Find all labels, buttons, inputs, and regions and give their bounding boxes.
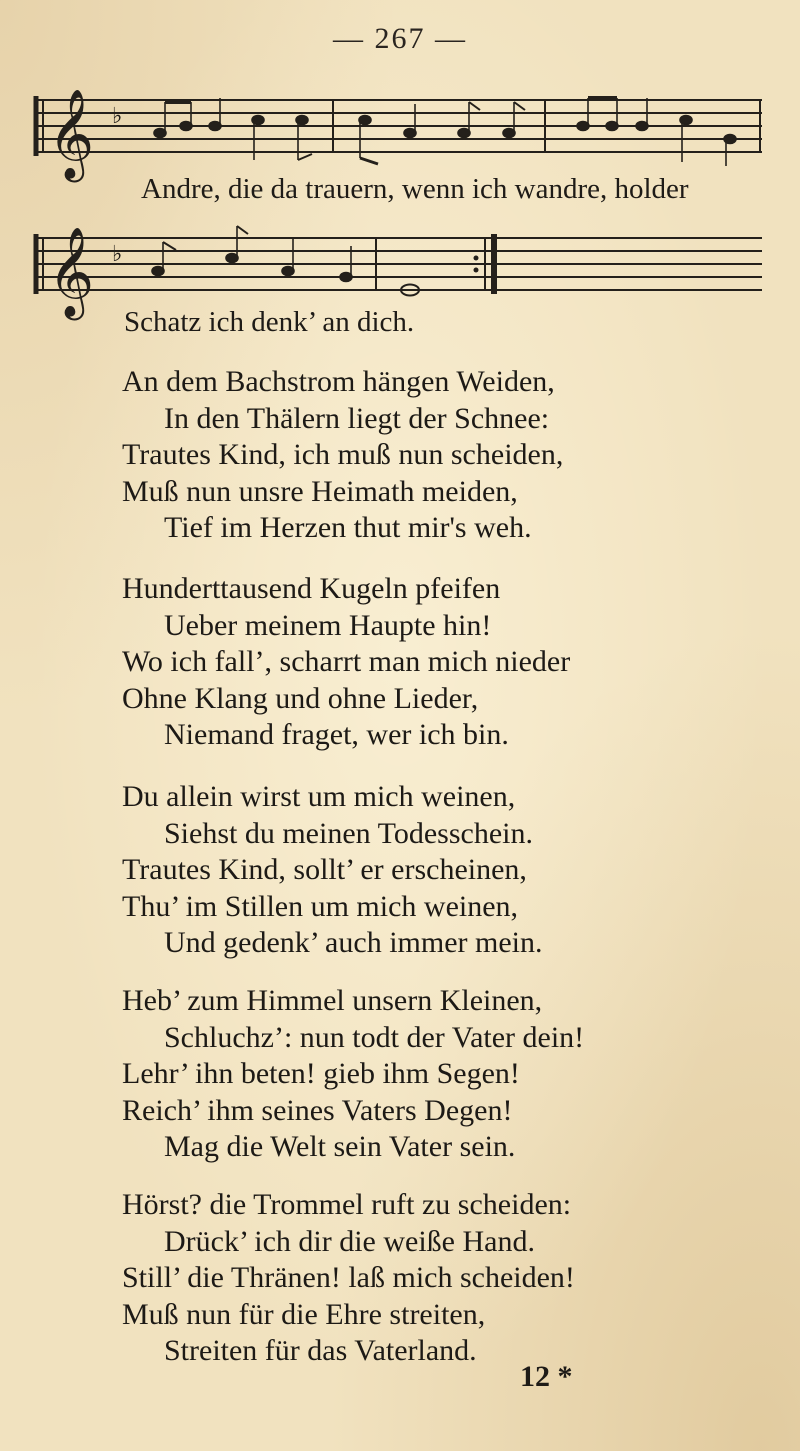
- verse-line: Wo ich fall’, scharrt man mich nieder: [122, 645, 571, 678]
- verse-line: Trautes Kind, sollt’ er erscheinen,: [122, 853, 527, 886]
- stanza-3: [122, 779, 742, 962]
- treble-clef-icon: 𝄞: [48, 227, 95, 317]
- verse-line: Heb’ zum Himmel unsern Kleinen,: [122, 984, 543, 1017]
- stanza-1: [122, 364, 742, 547]
- flat-icon: ♭: [112, 242, 123, 267]
- flat-icon: ♭: [112, 104, 123, 129]
- verse-line: Drück’ ich dir die weiße Hand.: [164, 1224, 535, 1258]
- verse-line: Muß nun unsre Heimath meiden,: [122, 474, 518, 508]
- verse-line: Schluchz’: nun todt der Vater dein!: [164, 1020, 585, 1054]
- verse-line: Ohne Klang und ohne Lieder,: [122, 681, 479, 715]
- verse-line: Mag die Welt sein Vater sein.: [164, 1130, 516, 1163]
- stanza-2: [122, 571, 742, 754]
- verse-line: Tief im Herzen thut mir's weh.: [164, 511, 532, 544]
- treble-clef-icon: 𝄞: [48, 89, 95, 179]
- stanza-5: [122, 1187, 742, 1370]
- verse-line: Hörst? die Trommel ruft zu scheiden:: [122, 1188, 572, 1221]
- verse-line: In den Thälern liegt der Schnee:: [164, 401, 550, 435]
- verse-line: Muß nun für die Ehre streiten,: [122, 1297, 486, 1331]
- verse-line: Still’ die Thränen! laß mich scheiden!: [122, 1261, 575, 1294]
- verse-line: Ueber meinem Haupte hin!: [164, 608, 492, 642]
- verse-line: Hunderttausend Kugeln pfeifen: [122, 572, 501, 605]
- lyric-line-2: Schatz ich denk’ an dich.: [124, 306, 415, 338]
- verse-line: Reich’ ihm seines Vaters Degen!: [122, 1093, 513, 1127]
- verse-line: Niemand fraget, wer ich bin.: [164, 718, 509, 751]
- verse-line: Siehst du meinen Todesschein.: [164, 816, 533, 850]
- verse-line: Du allein wirst um mich weinen,: [122, 780, 516, 813]
- verse-line: An dem Bachstrom hängen Weiden,: [122, 365, 555, 398]
- verse-line: Streiten für das Vaterland.: [164, 1334, 477, 1367]
- verse-line: Und gedenk’ auch immer mein.: [164, 926, 543, 959]
- verse-line: Lehr’ ihn beten! gieb ihm Segen!: [122, 1057, 520, 1090]
- lyric-line-1: Andre, die da trauern, wenn ich wandre, holder: [141, 173, 689, 205]
- verse-line: Thu’ im Stillen um mich weinen,: [122, 889, 519, 923]
- page-number: — 267 —: [333, 22, 467, 55]
- printer-signature: 12 *: [520, 1360, 573, 1393]
- stanza-4: [122, 983, 742, 1166]
- verse-line: Trautes Kind, ich muß nun scheiden,: [122, 438, 564, 471]
